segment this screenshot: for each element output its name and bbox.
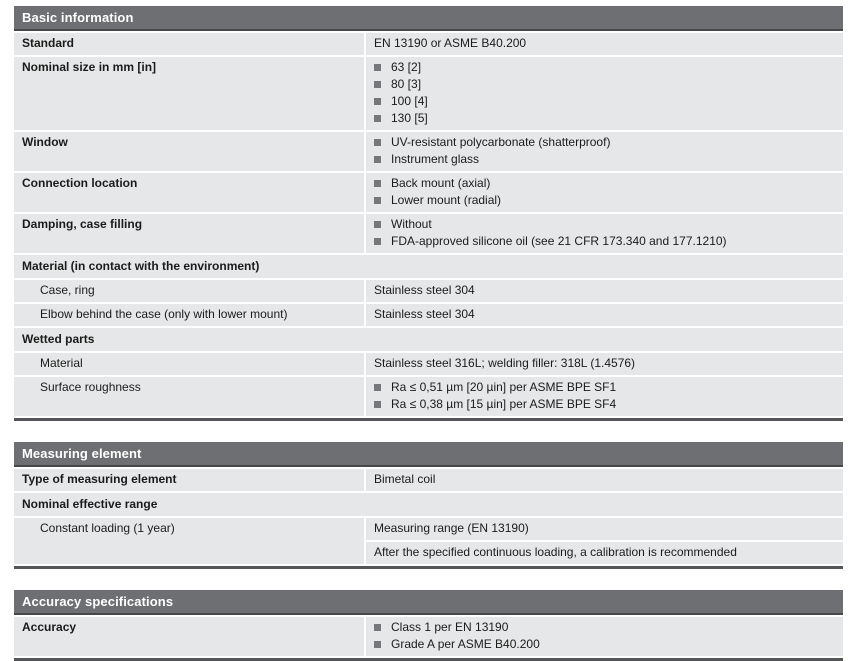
subheader-row: Material (in contact with the environment) <box>14 255 843 278</box>
bullet-item <box>374 619 835 636</box>
bullet-square-icon <box>374 64 381 71</box>
bullet-text: 63 [2] <box>391 60 422 74</box>
bullet-item <box>374 396 835 413</box>
bullet-item <box>374 110 835 127</box>
row-value <box>366 173 843 212</box>
row-label: Standard <box>14 33 364 55</box>
bullet-text: Back mount (axial) <box>391 176 491 190</box>
row-value: Stainless steel 304 <box>366 280 843 302</box>
row-label: Type of measuring element <box>14 469 364 491</box>
row-label: Window <box>14 132 364 171</box>
bullet-text: Ra ≤ 0,38 µm [15 µin] per ASME BPE SF4 <box>391 397 617 411</box>
row-value <box>366 132 843 171</box>
bullet-text: FDA-approved silicone oil (see 21 CFR 173.340 and 177.1210) <box>391 234 727 248</box>
bullet-item <box>374 134 835 151</box>
bullet-item <box>374 59 835 76</box>
section-title: Basic information <box>14 6 843 31</box>
subheader-row: Nominal effective range <box>14 493 843 516</box>
section-title: Accuracy specifications <box>14 590 843 615</box>
row-label: Constant loading (1 year) <box>14 518 364 564</box>
bullet-square-icon <box>374 197 381 204</box>
bullet-square-icon <box>374 641 381 648</box>
row-label: Accuracy <box>14 617 364 656</box>
row-value: Stainless steel 316L; welding filler: 318L (1.4576) <box>366 353 843 375</box>
row-label: Damping, case filling <box>14 214 364 253</box>
row-value <box>366 57 843 130</box>
bullet-text: Without <box>391 217 432 231</box>
bullet-text: UV-resistant polycarbonate (shatterproof) <box>391 135 611 149</box>
bullet-square-icon <box>374 156 381 163</box>
bullet-square-icon <box>374 624 381 631</box>
section-bottom-border <box>14 418 843 421</box>
subheader-row: Wetted parts <box>14 328 843 351</box>
row-label: Nominal size in mm [in] <box>14 57 364 130</box>
bullet-text: Instrument glass <box>391 152 480 166</box>
spec-section <box>14 442 843 569</box>
row-label: Connection location <box>14 173 364 212</box>
row-value <box>366 617 843 656</box>
section-bottom-border <box>14 566 843 569</box>
bullet-text: Ra ≤ 0,51 µm [20 µin] per ASME BPE SF1 <box>391 380 617 394</box>
bullet-text: Grade A per ASME B40.200 <box>391 637 540 651</box>
bullet-text: 100 [4] <box>391 94 428 108</box>
section-rows <box>14 469 843 564</box>
row-value: Measuring range (EN 13190) <box>366 518 843 540</box>
bullet-item <box>374 233 835 250</box>
row-label: Elbow behind the case (only with lower mount) <box>14 304 364 326</box>
bullet-item <box>374 76 835 93</box>
row-value <box>366 214 843 253</box>
section-title: Measuring element <box>14 442 843 467</box>
section-rows <box>14 617 843 656</box>
bullet-square-icon <box>374 221 381 228</box>
row-value: Bimetal coil <box>366 469 843 491</box>
bullet-item <box>374 151 835 168</box>
row-label: Case, ring <box>14 280 364 302</box>
bullet-square-icon <box>374 98 381 105</box>
row-label: Material <box>14 353 364 375</box>
bullet-text: 80 [3] <box>391 77 422 91</box>
row-value <box>366 377 843 416</box>
bullet-square-icon <box>374 401 381 408</box>
bullet-item <box>374 175 835 192</box>
row-value: EN 13190 or ASME B40.200 <box>366 33 843 55</box>
bullet-text: 130 [5] <box>391 111 428 125</box>
bullet-item <box>374 216 835 233</box>
spec-section <box>14 590 843 661</box>
bullet-square-icon <box>374 238 381 245</box>
bullet-item <box>374 192 835 209</box>
row-label: Surface roughness <box>14 377 364 416</box>
bullet-text: Lower mount (radial) <box>391 193 502 207</box>
bullet-square-icon <box>374 81 381 88</box>
bullet-item <box>374 93 835 110</box>
bullet-square-icon <box>374 139 381 146</box>
spec-document <box>14 6 843 661</box>
bullet-square-icon <box>374 115 381 122</box>
spec-section <box>14 6 843 421</box>
bullet-square-icon <box>374 384 381 391</box>
section-rows <box>14 33 843 416</box>
row-value: Stainless steel 304 <box>366 304 843 326</box>
row-value: After the specified continuous loading, a calibration is recommended <box>366 542 843 564</box>
bullet-item <box>374 379 835 396</box>
bullet-square-icon <box>374 180 381 187</box>
bullet-item <box>374 636 835 653</box>
bullet-text: Class 1 per EN 13190 <box>391 620 509 634</box>
